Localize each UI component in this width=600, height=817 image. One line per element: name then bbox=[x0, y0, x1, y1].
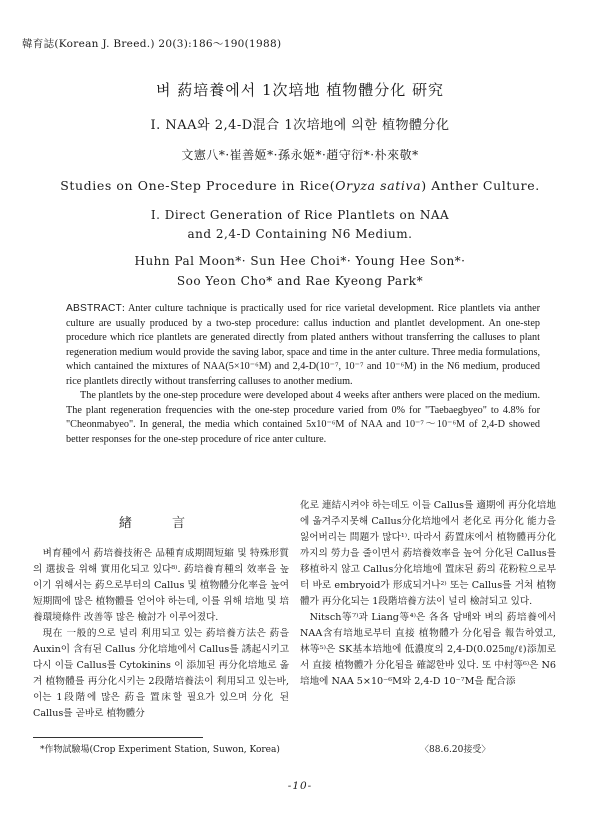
korean-title: 벼 葯培養에서 1次培地 植物體分化 硏究 bbox=[155, 81, 445, 99]
left-paragraph-1: 벼育種에서 葯培養技術은 品種育成期間短縮 및 特殊形質의 選拔을 위해 實用化되고 있다⁸⁾. 葯培養育種의 效率을 높이기 위해서는 葯으로부터의 Callus 및 植物體分化率을 높여 短期間에 많은 植物體를 얻어야 하는데, 이를 위해 培地 및 培養環境條件 改善等 많은 檢討가 이루어졌다. bbox=[33, 548, 289, 623]
page-number: -10- bbox=[287, 780, 313, 792]
right-column bbox=[300, 498, 556, 690]
left-paragraph-2: 現在 一般的으로 널리 利用되고 있는 葯培養方法은 葯을 Auxin이 含有된 Callus 分化培地에서 Callus를 誘起시키고 다시 이들 Callus를 Cytokinins 이 添加된 再分化培地로 옮겨 植物體를 再分化시키는 2段階培養法이 利用되고 있는바, 이는 1段階에 많은 葯을 置床할 필요가 있으며 分化 된 Callus를 곧바로 植物體分 bbox=[33, 628, 289, 719]
korean-subtitle: I. NAA와 2,4-D混合 1次培地에 의한 植物體分化 bbox=[150, 118, 450, 133]
abstract-label: ABSTRACT bbox=[66, 303, 122, 314]
english-title-post: ) Anther Culture. bbox=[421, 178, 540, 193]
english-title-pre: Studies on One-Step Procedure in Rice( bbox=[60, 178, 336, 193]
english-subtitle-line1: I. Direct Generation of Rice Plantlets on NAA bbox=[150, 208, 450, 222]
english-authors-line2: Soo Yeon Cho* and Rae Kyeong Park* bbox=[176, 274, 424, 288]
section-heading: 緖 言 bbox=[118, 516, 204, 531]
footnote-affiliation: *作物試驗場(Crop Experiment Station, Suwon, Korea) bbox=[40, 745, 280, 755]
abstract-paragraph-2: The plantlets by the one-step procedure were developed about 4 weeks after anthers were placed on the medium. The plant regeneration frequencies with the one-step procedure varied from 0% for "Taebaegbyeo" to 4.8% for "Cheonmabyeo". In general, the media which contained 5x10⁻⁶M of NAA and 10⁻⁷～10⁻⁶M of 2,4-D showed better responses for the one-step procedure of rice anter culture. bbox=[66, 390, 540, 445]
right-paragraph-1: 化로 連結시켜야 하는데도 이들 Callus를 適期에 再分化培地에 옮겨주지못해 Callus分化培地에서 老化로 再分化 能力을 잃어버리는 問題가 많다¹⁾. 따라서 葯置床에서 植物體再分化까지의 勞力을 줄이면서 葯培養效率을 높여 分化된 Callus를 移植하지 않고 Callus分化培地에 置床된 葯의 花粉粒으로부터 바로 embryoid가 形成되거나²⁾ 또는 Callus를 거쳐 植物體가 再分化되는 1段階培養方法이 널리 檢討되고 있다. bbox=[300, 500, 556, 607]
abstract-text-1: : Anter culture tachnique is practically used for rice varietal development. Rice plantlets via anther culture are usually produced by a two-step procedure: callus induction and plantlet development. An one-step procedure which rice plantlets are generated directly from plated anthers without transferring the calluses to plant regeneration medium would provide the saving labor, space and time in the anter culture. Three media formulations, which cantained the mixtures of NAA(5×10⁻⁶M) and 2,4-D(10⁻⁷, 10⁻⁷ and 10⁻⁶M) in the N6 medium, produced rice plantlets directly without transferring calluses to another medium. bbox=[66, 303, 540, 387]
right-paragraph-2: Nitsch等⁷⁾과 Liang等⁴⁾은 各各 담배와 벼의 葯培養에서 NAA含有培地로부터 直接 植物體가 分化됨을 報告하였고, 林等⁵⁾은 SK基本培地에 低濃度의 2,4-D(0.025㎎/ℓ)添加로서 直接 植物體가 分化됨을 確認한바 있다. 또 中村等⁶⁾은 N6培地에 NAA 5×10⁻⁶M와 2,4-D 10⁻⁷M을 配合添 bbox=[300, 612, 556, 687]
english-title-species: Oryza sativa bbox=[335, 178, 422, 193]
english-authors-line1: Huhn Pal Moon*· Sun Hee Choi*· Young Hee Son*· bbox=[134, 254, 466, 268]
journal-citation: 韓育誌(Korean J. Breed.) 20(3):186～190(1988) bbox=[22, 38, 282, 50]
korean-authors: 文憲八*·崔善姬*·孫永姬*·趙守衍*·朴來敬* bbox=[181, 148, 419, 162]
received-date: 〈88.6.20接受〉 bbox=[420, 745, 491, 755]
english-title bbox=[0, 178, 600, 193]
english-subtitle bbox=[0, 206, 600, 244]
footnote-rule bbox=[33, 737, 203, 738]
abstract-paragraph-1 bbox=[66, 302, 540, 389]
abstract bbox=[66, 302, 540, 447]
left-column bbox=[33, 498, 289, 722]
english-subtitle-line2: and 2,4-D Containing N6 Medium. bbox=[187, 227, 413, 241]
english-authors bbox=[0, 251, 600, 291]
